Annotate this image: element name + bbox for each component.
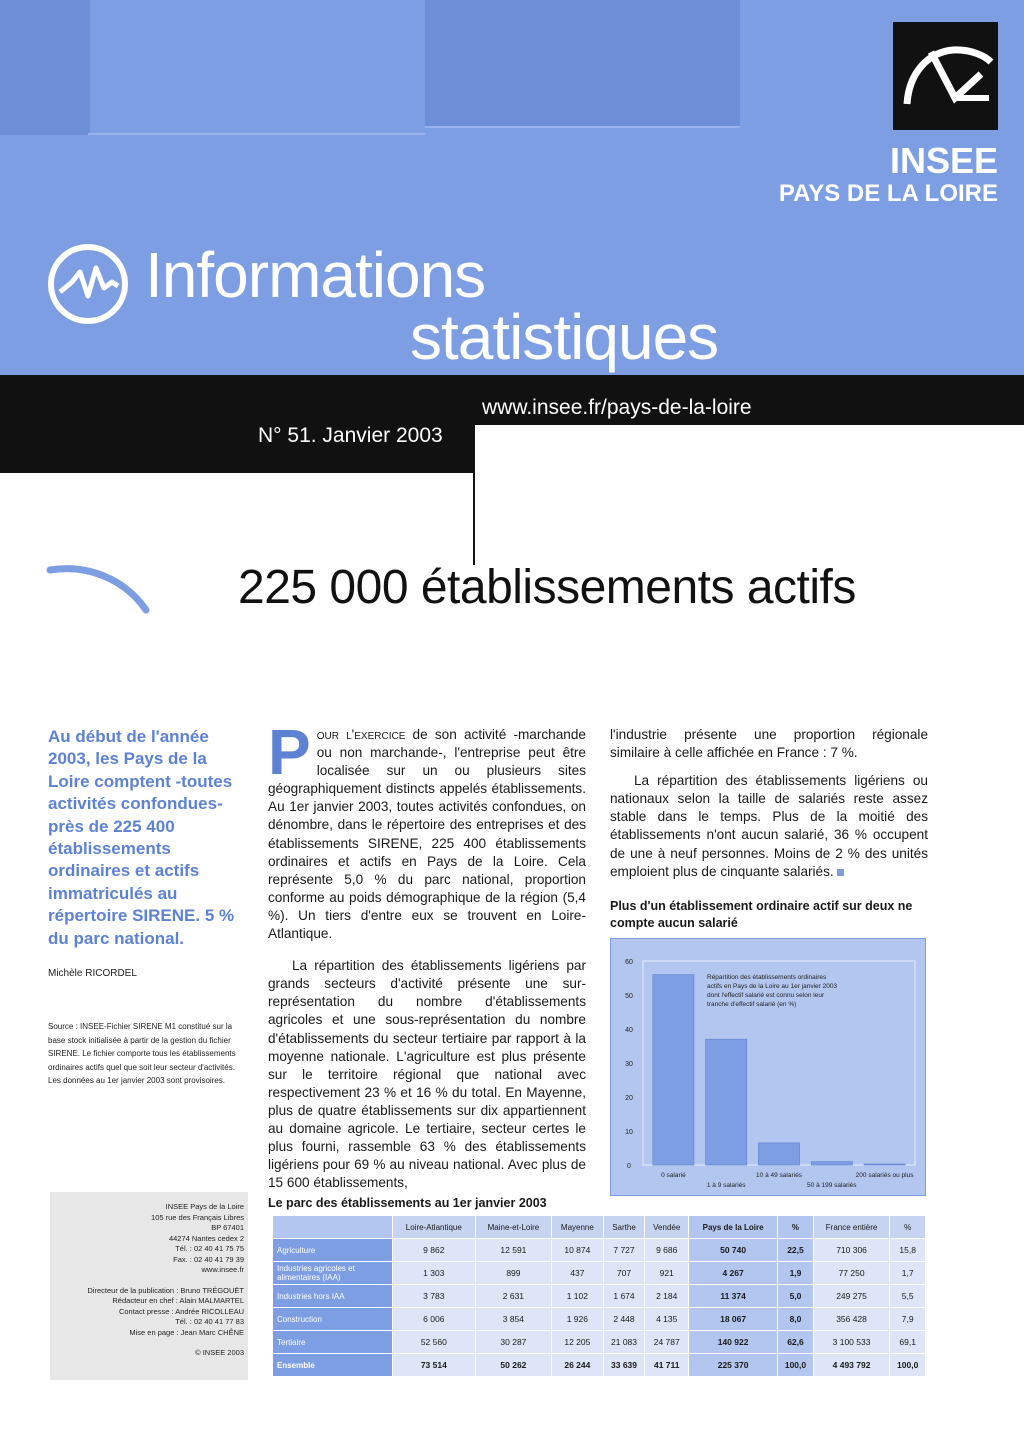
chart-bar	[864, 1164, 905, 1165]
y-tick-label: 30	[625, 1061, 633, 1068]
region-name: PAYS DE LA LOIRE	[778, 180, 998, 207]
table-cell: 22,5	[778, 1239, 814, 1262]
x-tick-label: 1 à 9 salariés	[706, 1182, 746, 1189]
chart-bar	[706, 1039, 747, 1165]
header-edge	[425, 126, 740, 128]
table-cell: 4 493 792	[813, 1354, 890, 1377]
table-cell: 7,9	[890, 1308, 926, 1331]
table-cell: 356 428	[813, 1308, 890, 1331]
credit-line: Directeur de la publication : Bruno TRÉGOUËT	[87, 1285, 244, 1295]
table-cell: 10 874	[552, 1239, 603, 1262]
chart-title: Plus d'un établissement ordinaire actif sur deux ne compte aucun salarié	[610, 899, 913, 930]
paragraph-text: La répartition des établissements ligériens ou nationaux selon la taille de salariés reste assez stable dans le temps. Plus de la moitié des établissements n'ont aucun salarié, 36 % occupent de une à neuf personnes. Moins de 2 % des unités emploient plus de cinquante salariés.	[610, 773, 928, 879]
article-column-right	[610, 726, 928, 881]
table-row	[273, 1239, 926, 1262]
chart-svg	[611, 939, 927, 1197]
table-cell: 50 740	[688, 1239, 777, 1262]
table-cell: 921	[645, 1262, 689, 1285]
author: Michèle RICORDEL	[48, 968, 137, 979]
address-line: 105 rue des Français Libres	[151, 1212, 244, 1222]
table-cell: 12 591	[475, 1239, 552, 1262]
address-link[interactable]: www.insee.fr	[201, 1265, 244, 1274]
table-cell: 6 006	[393, 1308, 476, 1331]
table-cell: 100,0	[890, 1354, 926, 1377]
table-cell: 140 922	[688, 1331, 777, 1354]
table-cell: 3 100 533	[813, 1331, 890, 1354]
divider-line	[473, 425, 475, 565]
table-cell: 5,0	[778, 1285, 814, 1308]
table-cell: 3 854	[475, 1308, 552, 1331]
table-cell: 1 674	[603, 1285, 645, 1308]
table-cell: 69,1	[890, 1331, 926, 1354]
table-cell: 1 303	[393, 1262, 476, 1285]
publication-title-line1: Informations	[145, 239, 486, 311]
header-tab-left	[0, 0, 90, 135]
org-name: INSEE	[889, 140, 998, 181]
y-tick-label: 10	[625, 1129, 633, 1136]
y-tick-label: 50	[625, 993, 633, 1000]
table-cell: 12 205	[552, 1331, 603, 1354]
table-cell: 710 306	[813, 1239, 890, 1262]
table-cell: 33 639	[603, 1354, 645, 1377]
table-cell: 41 711	[645, 1354, 689, 1377]
table-cell: 9 862	[393, 1239, 476, 1262]
y-tick-label: 40	[625, 1027, 633, 1034]
chart-bar	[811, 1162, 852, 1165]
address-line: Fax. : 02 40 41 79 39	[173, 1254, 244, 1264]
table-cell: 1,7	[890, 1262, 926, 1285]
credit-line: Contact presse : Andrée RICOLLEAU	[118, 1306, 244, 1316]
table-row	[273, 1285, 926, 1308]
table-cell: 4 135	[645, 1308, 689, 1331]
website-link[interactable]: www.insee.fr/pays-de-la-loire	[482, 396, 752, 419]
table-corner	[273, 1216, 393, 1239]
address-line: BP 67401	[211, 1223, 244, 1232]
credit-line: Mise en page : Jean Marc CHÊNE	[129, 1327, 244, 1337]
wave-circle-icon	[46, 242, 130, 326]
row-header: Industries hors IAA	[273, 1285, 393, 1308]
table-cell: 2 184	[645, 1285, 689, 1308]
bar-chart	[610, 938, 926, 1196]
table-cell: 100,0	[778, 1354, 814, 1377]
table-cell: 77 250	[813, 1262, 890, 1285]
row-header: Construction	[273, 1308, 393, 1331]
y-tick-label: 60	[625, 959, 633, 966]
table-cell: 62,6	[778, 1331, 814, 1354]
table-cell: 3 783	[393, 1285, 476, 1308]
table-header-row	[273, 1216, 926, 1239]
chart-caption: Répartition des établissements ordinaires actifs en Pays de la Loire au 1er janvier 2003 dont l'effectif salarié est connu selon leur tranche d'effectif salarié (en %)	[707, 974, 838, 1008]
table-cell: 73 514	[393, 1354, 476, 1377]
address-line: INSEE Pays de la Loire	[165, 1202, 244, 1211]
table-cell: 24 787	[645, 1331, 689, 1354]
source-note: Source : INSEE-Fichier SIRENE M1 constitué sur la base stock initialisée à partir de la gestion du fichier SIRENE. Le fichier comporte tous les établissements ordinaires actifs quel que soit leur secteur d'activités. Les données au 1er janvier 2003 sont provisoires.	[48, 1022, 236, 1085]
article-paragraph: La répartition des établissements ligériens par grands secteurs d'activité présente une sur-représentation du nombre d'établissements agricoles et une sous-représentation du nombre d'établissements du secteur tertiaire par rapport à la moyenne nationale. L'agriculture est plus présente sur le territoire régional que national avec respectivement 23 % et 16 % du total. En Mayenne, plus de quatre établissements sur dix appartiennent au domaine agricole. Le tertiaire, secteur certes le plus fourni, rassemble 63 % des établissements ligériens pour 69 % au niveau national. Avec plus de 15 600 établissements,	[268, 958, 586, 1191]
column-header: Loire-Atlantique	[393, 1216, 476, 1239]
table-cell: 2 631	[475, 1285, 552, 1308]
article-paragraph	[268, 716, 586, 943]
credit-line: Tél. : 02 40 41 77 83	[175, 1317, 244, 1326]
intro-summary: Au début de l'année 2003, les Pays de la Loire comptent -toutes activités confondues- près de 225 400 établissements ordinaires et actifs immatriculés au répertoire SIRENE. 5 % du parc national.	[48, 727, 235, 948]
column-header: %	[890, 1216, 926, 1239]
table-cell: 5,5	[890, 1285, 926, 1308]
insee-logo	[893, 22, 998, 130]
column-header: Pays de la Loire	[688, 1216, 777, 1239]
establishments-table	[272, 1215, 926, 1377]
header-edge	[88, 133, 425, 135]
table-cell: 899	[475, 1262, 552, 1285]
table-row	[273, 1331, 926, 1354]
table-cell: 1 926	[552, 1308, 603, 1331]
y-tick-label: 0	[627, 1163, 631, 1170]
table-cell: 225 370	[688, 1354, 777, 1377]
column-header: Maine-et-Loire	[475, 1216, 552, 1239]
row-header: Tertiaire	[273, 1331, 393, 1354]
column-header: Sarthe	[603, 1216, 645, 1239]
table-cell: 9 686	[645, 1239, 689, 1262]
table-cell: 249 275	[813, 1285, 890, 1308]
row-header: Agriculture	[273, 1239, 393, 1262]
table-cell: 8,0	[778, 1308, 814, 1331]
header-tab-middle	[425, 0, 740, 128]
drop-cap: P	[268, 716, 311, 788]
issue-number: N° 51. Janvier 2003	[258, 424, 443, 447]
insee-logo-icon	[893, 22, 998, 130]
article-column-middle	[268, 716, 586, 1192]
column-header: %	[778, 1216, 814, 1239]
x-tick-label: 0 salarié	[661, 1172, 686, 1179]
table-cell: 7 727	[603, 1239, 645, 1262]
column-header: Mayenne	[552, 1216, 603, 1239]
table-cell: 15,8	[890, 1239, 926, 1262]
arc-decoration-icon	[46, 560, 156, 620]
article-paragraph: l'industrie présente une proportion régionale similaire à celle affichée en France : 7 %.	[610, 727, 928, 761]
paragraph-text: de son activité -marchande ou non marchande-, l'entreprise peut être localisée sur un ou plusieurs sites géographiquement distincts appelés établissements. Au 1er janvier 2003, toutes activités confondues, on dénombre, dans le répertoire des entreprises et des établissements SIRENE, 225 400 établissements ordinaires et actifs en Pays de la Loire. Cela représente 5,0 % du parc national, proportion conforme au poids démographique de la région (5,4 %). Un tiers d'entre eux se trouvent en Loire-Atlantique.	[268, 727, 586, 942]
publisher-address	[50, 1192, 248, 1380]
column-header: France entière	[813, 1216, 890, 1239]
x-tick-label: 50 à 199 salariés	[807, 1182, 857, 1189]
row-header: Ensemble	[273, 1354, 393, 1377]
table-cell: 707	[603, 1262, 645, 1285]
table-cell: 4 267	[688, 1262, 777, 1285]
y-tick-label: 20	[625, 1095, 633, 1102]
credit-line: Rédacteur en chef : Alain MALMARTEL	[112, 1296, 244, 1305]
article-paragraph	[610, 772, 928, 881]
publication-title-line2: statistiques	[410, 301, 719, 373]
table-row	[273, 1354, 926, 1377]
x-tick-label: 200 salariés ou plus	[855, 1172, 914, 1179]
table-cell: 26 244	[552, 1354, 603, 1377]
table-cell: 1,9	[778, 1262, 814, 1285]
table-row	[273, 1262, 926, 1285]
end-square-icon	[837, 869, 844, 876]
table-row	[273, 1308, 926, 1331]
chart-bar	[653, 975, 694, 1165]
chart-bar	[758, 1143, 799, 1165]
table-title: Le parc des établissements au 1er janvier 2003	[268, 1196, 547, 1210]
table-cell: 50 262	[475, 1354, 552, 1377]
table-cell: 437	[552, 1262, 603, 1285]
headline: 225 000 établissements actifs	[238, 561, 856, 614]
table-cell: 2 448	[603, 1308, 645, 1331]
table-cell: 30 287	[475, 1331, 552, 1354]
lead-in: our l'exercice	[316, 727, 406, 742]
table-cell: 1 102	[552, 1285, 603, 1308]
address-line: 44274 Nantes cedex 2	[168, 1233, 244, 1243]
table-cell: 18 067	[688, 1308, 777, 1331]
address-line: Tél. : 02 40 41 75 75	[175, 1244, 244, 1253]
row-header: Industries agricoles et alimentaires (IAA)	[273, 1262, 393, 1285]
copyright: © INSEE 2003	[195, 1348, 244, 1357]
table-cell: 52 560	[393, 1331, 476, 1354]
table-cell: 11 374	[688, 1285, 777, 1308]
x-tick-label: 10 à 49 salariés	[756, 1172, 802, 1179]
table-cell: 21 083	[603, 1331, 645, 1354]
column-header: Vendée	[645, 1216, 689, 1239]
